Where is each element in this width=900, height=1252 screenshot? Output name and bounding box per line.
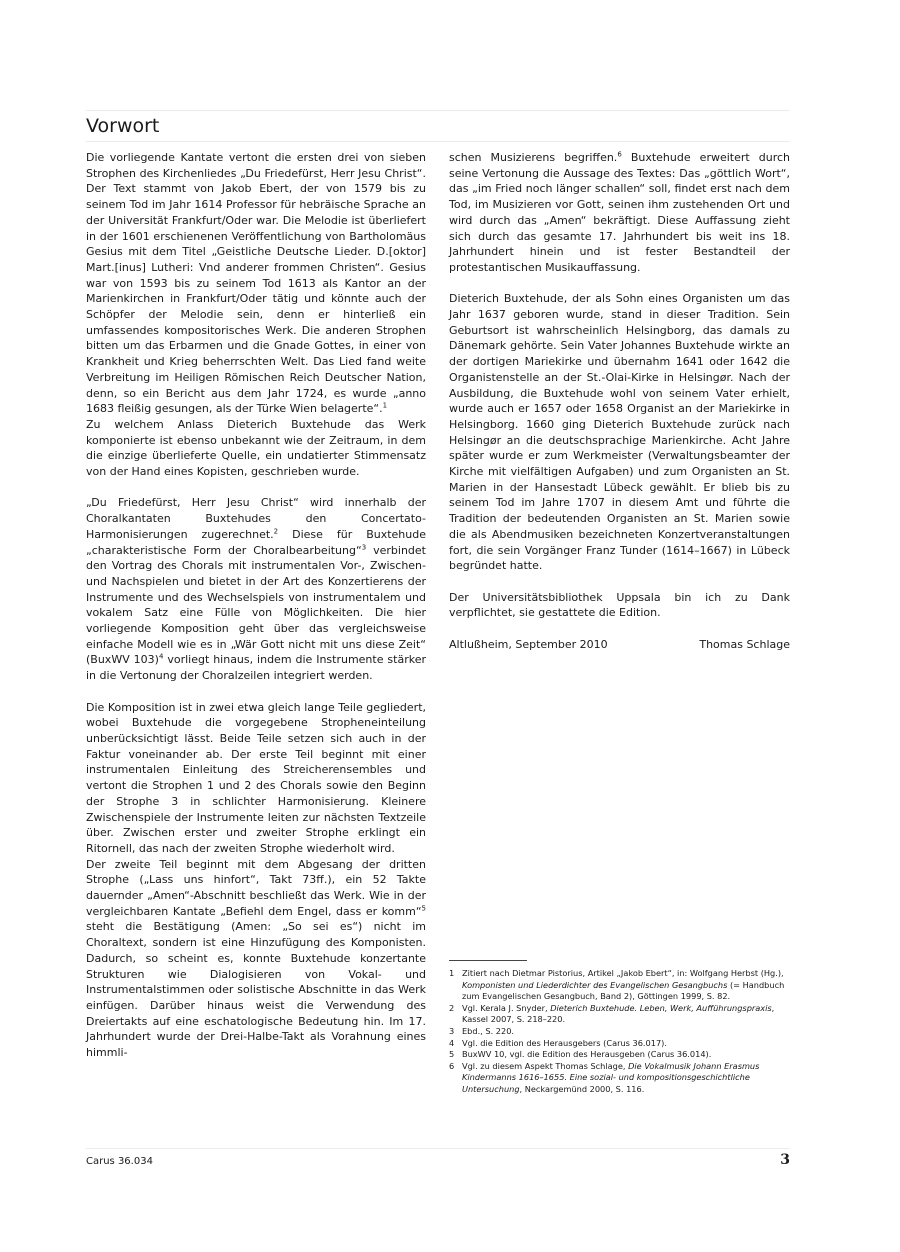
paragraph: Der zweite Teil beginnt mit dem Abgesang der dritten Strophe („Lass uns hinfort“, Takt 73ff.), ein 52 Takte dauernder „Amen“-Abschnitt beschließt das Werk. Wie in der vergleichbaren Kantate „Befiehl dem Engel, dass er komm“$^5$ steht die Bestätigung (Amen: „So sei es“) nicht im Choraltext, sondern ist eine Hinzufügung des Komponisten. Dadurch, so scheint es, konnte Buxtehude konzertante Strukturen wie Dialogisieren von Vokal- und Instrumentalstimmen oder solistische Abschnitte in das Werk einfügen. Darüber hinaus weist die Verwendung des Dreiertakts auf eine eschatologische Bedeutung hin. Im 17. Jahrhundert wurde der Drei-Halbe-Takt als Vorahnung eines himmli-: [86, 857, 426, 1060]
footnote: [449, 1003, 790, 1026]
footnote-rule: [449, 960, 527, 961]
footnotes: [449, 968, 790, 1096]
left-column: [86, 150, 426, 1061]
footnote-number: 5: [449, 1049, 455, 1060]
footnote-number: 3: [449, 1025, 455, 1036]
page-title: Vorwort: [86, 115, 160, 137]
author-name: Thomas Schlage: [699, 637, 790, 651]
paragraph: Die vorliegende Kantate vertont die ersten drei von sieben Strophen des Kirchenliedes „Du Friedefürst, Herr Jesu Christ“. Der Text stammt von Jakob Ebert, der von 1579 bis zu seinem Tod im Jahr 1614 Professor für hebräische Sprache an der Universität Frankfurt/Oder war. Die Melodie ist überliefert in der 1601 erschienenen Veröffentlichung von Bartholomäus Gesius mit dem Titel „Geistliche Deutsche Lieder. D.[oktor] Mart.[inus] Lutheri: Vnd anderer frommen Christen“. Gesius war von 1593 bis zu seinem Tod 1613 als Kantor an der Marienkirchen in Frankfurt/Oder tätig und könnte auch der Schöpfer der Melodie sein, denn er hinterließ ein umfassendes kompositorisches Werk. Die anderen Strophen bitten um das Erbarmen und die Gnade Gottes, in einer von Krankheit und Krieg beherrschten Welt. Das Lied fand weite Verbreitung im Heiligen Römischen Reich Deutscher Nation, denn, so ein Bericht aus dem Jahr 1724, es wurde „anno 1683 fleißig gesungen, als der Türke Wien belagerte“.$^1$: [86, 151, 426, 416]
paragraph: schen Musizierens begriffen.$^6$ Buxtehude erweitert durch seine Vertonung die Aussage des Textes: Das „göttlich Wort“, das „im Fried noch länger schallen“ soll, findet erst nach dem Tod, im Musizieren vor Gott, seinen ihm zustehenden Ort und wird durch das „Amen“ bekräftigt. Diese Auffassung zieht sich durch das gesamte 17. Jahrhundert bis weit ins 18. Jahrhundert hinein und ist fester Bestandteil der protestantischen Musikauffassung.: [449, 150, 790, 274]
top-rule: [86, 110, 790, 111]
footnote-text: Vgl. Kerala J. Snyder, Dieterich Buxtehude. Leben, Werk, Aufführungspraxis, Kassel 2007, S. 218–220.: [462, 1002, 775, 1025]
title-rule: [86, 141, 790, 142]
bottom-rule: [86, 1148, 790, 1149]
footnote-number: 4: [449, 1037, 455, 1048]
footnote: [449, 1061, 790, 1096]
footnote: [449, 1026, 790, 1038]
paragraph: Die Komposition ist in zwei etwa gleich lange Teile gegliedert, wobei Buxtehude die vorgegebene Stropheneinteilung unberücksichtigt lässt. Beide Teile setzen sich auch in der Faktur voneinander ab. Der erste Teil beginnt mit einer instrumentalen Einleitung des Streicherensembles und vertont die Strophen 1 und 2 des Chorals sowie den Beginn der Strophe 3 in schlichter Harmonisierung. Kleinere Zwischenspiele der Instrumente leiten zur nächsten Textzeile über. Zwischen erster und zweiter Strophe erklingt ein Ritornell, das nach der zweiten Strophe wiederholt wird.: [86, 700, 426, 855]
paragraph: „Du Friedefürst, Herr Jesu Christ“ wird innerhalb der Choralkantaten Buxtehudes den Concertato-Harmonisierungen zugerechnet.$^2$ Diese für Buxtehude „charakteristische Form der Choralbearbeitung“$^3$ verbindet den Vortrag des Chorals mit instrumentalen Vor-, Zwischen- und Nachspielen und bietet in der Art des Konzertierens der Instrumente und des Wechselspiels von instrumentalem und vokalem Satz eine Fülle von Möglichkeiten. Die hier vorliegende Komposition geht über das vergleichsweise einfache Modell wie es in „Wär Gott nicht mit uns diese Zeit“ (BuxWV 103)$^4$ vorliegt hinaus, indem die Instrumente stärker in die Vertonung der Choralzeilen integriert werden.: [86, 496, 427, 683]
catalog-number: Carus 36.034: [86, 1156, 153, 1167]
footnote-text: Vgl. zu diesem Aspekt Thomas Schlage, Die Vokalmusik Johann Erasmus Kindermanns 1616–1655. Eine sozial- und kompositionsgeschichtliche Untersuchung, Neckargemünd 2000, S. 116.: [462, 1060, 760, 1094]
signature-line: [449, 637, 790, 653]
footnote-text: BuxWV 10, vgl. die Edition des Herausgeben (Carus 36.014).: [462, 1049, 712, 1060]
right-column: [449, 150, 790, 652]
paragraph: Dieterich Buxtehude, der als Sohn eines Organisten um das Jahr 1637 geboren wurde, stand in dieser Tradition. Sein Geburtsort ist wahrscheinlich Helsingborg, das damals zu Dänemark gehörte. Sein Vater Johannes Buxtehude wirkte an der dortigen Mariekirke und übernahm 1641 oder 1642 die Organistenstelle an der St.-Olai-Kirke in Helsingør. Nach der Ausbildung, die Buxtehude wohl von seinem Vater erhielt, wurde auch er 1657 oder 1658 Organist an der Mariekirke in Helsingborg. 1660 ging Dieterich Buxtehude zurück nach Helsingør an die deutschsprachige Marienkirche. Acht Jahre später wurde er zum Werkmeister (Verwaltungsbeamter der Kirche mit vielfältigen Aufgaben) und zum Organisten an St. Marien in der Hansestadt Lübeck gewählt. Er blieb bis zu seinem Tod im Jahre 1707 in diesem Amt und führte die Tradition der bedeutenden Organisten an St. Marien sowie die als Abendmusiken bezeichneten Konzertveranstaltungen fort, die sein Vorgänger Franz Tunder (1614–1667) in Lübeck begründet hatte.: [449, 292, 790, 573]
footnote: [449, 1038, 790, 1050]
paragraph: Der Universitätsbibliothek Uppsala bin ich zu Dank verpflichtet, sie gestattete die Edition.: [449, 590, 790, 620]
paragraph: Zu welchem Anlass Dieterich Buxtehude das Werk komponierte ist ebenso unbekannt wie der Zeitraum, in dem die einzige überlieferte Quelle, ein undatierter Stimmensatz von der Hand eines Kopisten, geschrieben wurde.: [86, 417, 426, 479]
place-date: Altlußheim, September 2010: [449, 637, 608, 651]
footnote-number: 1: [449, 968, 455, 978]
footnote-text: Vgl. die Edition des Herausgebers (Carus 36.017).: [462, 1037, 667, 1048]
footnote-number: 2: [449, 1002, 455, 1013]
footnote-text: Zitiert nach Dietmar Pistorius, Artikel „Jakob Ebert“, in: Wolfgang Herbst (Hg.), Komponisten und Liederdichter des Evangelischen Gesangbuchs (= Handbuch zum Evangelischen Gesangbuch, Band 2), Göttingen 1999, S. 82.: [462, 968, 785, 1002]
footnote: [449, 968, 790, 1003]
footnote-text: Ebd., S. 220.: [462, 1025, 515, 1036]
footnote-number: 6: [449, 1060, 455, 1071]
footnote: [449, 1049, 790, 1061]
page-number: 3: [780, 1152, 790, 1168]
